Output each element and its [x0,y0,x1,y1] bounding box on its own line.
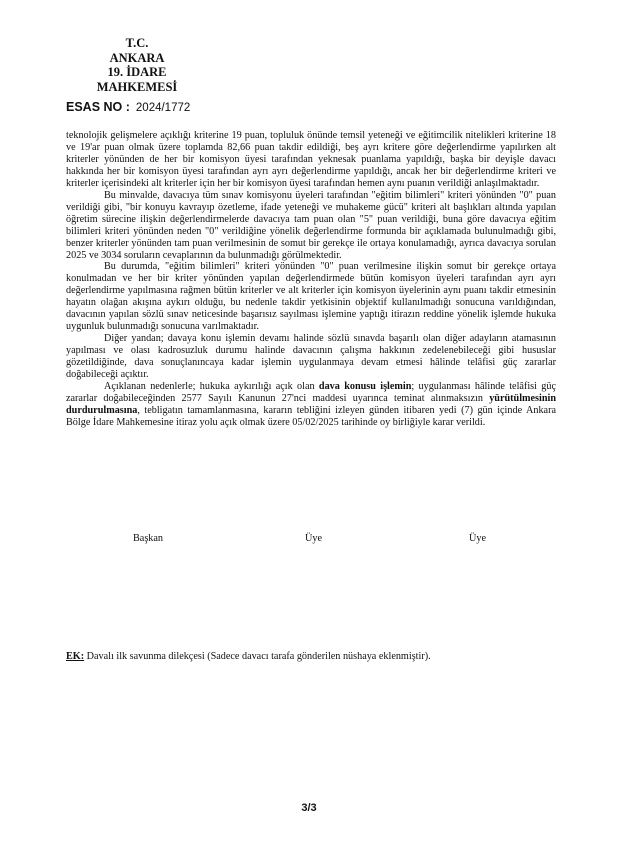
paragraph-verdict [66,381,556,429]
verdict-bold-subject: dava konusu işlemin [318,381,412,393]
header-city: ANKARA [109,50,165,65]
attachment-label: EK: [66,651,85,662]
signature-member-2: Üye [469,533,486,544]
paragraph-1: teknolojik gelişmelere açıklığı kriterine 19 puan, topluluk önünde temsil yeteneği ve eğitimcilik nitelikleri kriterine 18 ve 19'ar puan olmak üzere toplamda 82,66 puan takdir edildiği, beş ayrı kritere göre değerlendirme yapılırken alt kriterler yönünden de her bir komisyon üyesi tarafından yeknesak puanlama yapıldığı, başka bir deyişle davacı hakkında her bir komisyon üyesi tarafından ayrı ayrı değerlendirme yapıldığı, ancak her bir değerlendirme kriteri ve kriterler içerisindeki alt kriterler için her bir komisyon üyesi tarafından hemen aynı puanın verildiği anlaşılmaktadır. [66,130,556,189]
paragraph-3: Bu durumda, "eğitim bilimleri" kriteri yönünden "0" puan verilmesine ilişkin somut bir gerekçe ortaya konulmadan ve her bir kriter yönünden yapılan değerlendirmede bütün komisyon üyeleri tarafından ayrı ayrı değerlendirme yapılmasına rağmen bütün kriterler ve alt kriterler için komisyon üyelerinin aynı puanı takdir etmesinin hayatın olağan akışına aykırı olduğu, bu nedenle takdir yetkisinin objektif kullanılmadığı sonucuna varıldığından, davacının yapılan sözlü sınav neticesinde başarısız sayılması işlemine yaptığı itirazın reddine yönelik işlemde hukuka uygunluk bulunmadığı sonucuna varılmaktadır. [66,261,556,333]
header-court-name: 19. İDARE MAHKEMESİ [96,65,178,94]
case-number-line [66,100,190,115]
verdict-text-3: , tebligatın tamamlanmasına, kararın tebliğini izleyen günden itibaren yedi (7) gün içinde Ankara Bölge İdare Mahkemesine itiraz yolu açık olmak üzere 05/02/2025 tarihinde oy birliğiyle karar verildi. [66,404,556,428]
signature-president: Başkan [133,533,163,544]
verdict-text-1: Açıklanan nedenlerle; hukuka aykırılığı açık olan [104,381,319,393]
verdict-bold-suspension: yürütülmesinin durdurulmasına [66,392,556,416]
decision-body [66,130,556,429]
paragraph-4: Diğer yandan; davaya konu işlemin devamı halinde sözlü sınavda başarılı olan diğer adayların atamasının yapılması ve olası kadrosuzluk durumu halinde davacının çalışma hakkının zedelenebileceği gibi hususlar gözetildiğinde, dava sonuçlanıncaya kadar işlemin uygulanmaya devam etmesi hâlinde telâfisi güç zararlar doğabileceği açıktır. [66,333,556,381]
attachment-text: Davalı ilk savunma dilekçesi (Sadece davacı tarafa gönderilen nüshaya eklenmiştir). [86,651,431,662]
verdict-text-2: ; uygulanması hâlinde telâfisi güç zararlar doğabileceğinden 2577 Sayılı Kanunun 27'nci maddesi uyarınca teminat alınmaksızın [66,381,556,404]
page-number: 3/3 [301,802,317,814]
signature-member-1: Üye [305,533,322,544]
case-number-value: 2024/1772 [135,102,191,114]
attachment-note [66,651,431,662]
paragraph-2: Bu minvalde, davacıya tüm sınav komisyonu üyeleri tarafından "eğitim bilimleri" kriteri yönünden "0" puan verildiği gibi, "bir konuyu kavrayıp özetleme, ifade yeteneği ve muhakeme gücü" kriteri alt başlıkları altında yapılan öğretim sürecine ilişkin değerlendirmelerde davacıya tam puan olan "5" puan verildiği, buna göre davacıya eğitim bilimleri kriteri yönünden neden "0" verildiğine yönelik değerlendirme formunda bir açıklamada bulunulmadığı gibi, benzer kriterler yönünden tam puan verilmesinin de somut bir gerekçe ile ortaya konulamadığı, ayrıca davacıya sorulan 2025 ve 3034 soruların cevaplarının da bulunmadığı görülmektedir. [66,189,556,261]
case-number-label: ESAS NO : [66,100,130,114]
header-tc: T.C. [125,36,149,50]
court-header [66,36,208,94]
